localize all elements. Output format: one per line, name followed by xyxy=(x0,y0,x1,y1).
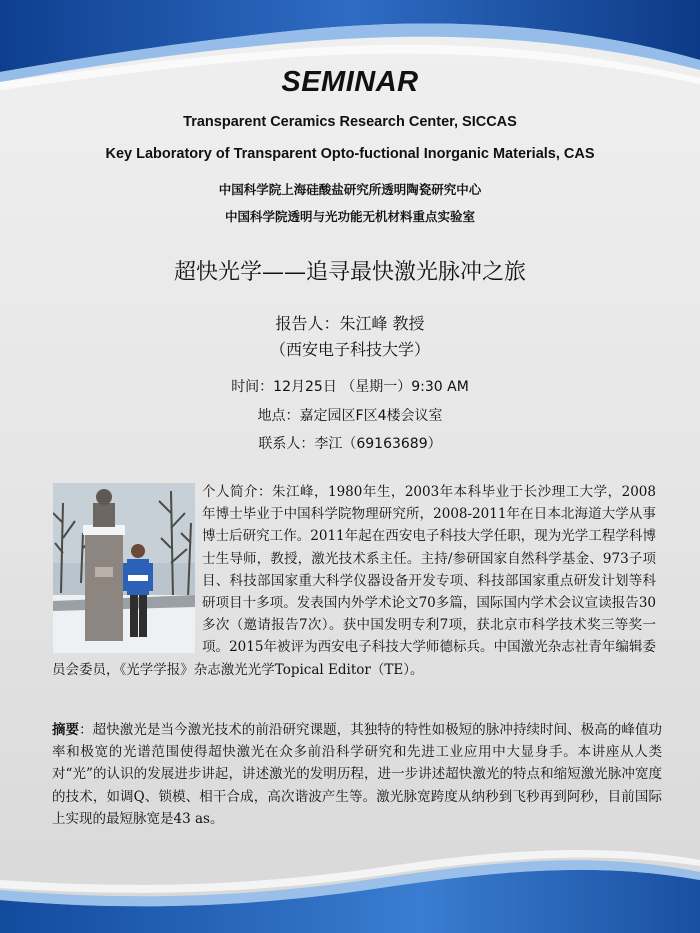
speaker-affiliation: （西安电子科技大学） xyxy=(269,340,430,359)
event-contact: 联系人：李江（69163689） xyxy=(258,436,442,452)
talk-abstract xyxy=(52,719,662,830)
event-time: 时间：12月25日 （星期一）9:30 AM xyxy=(231,379,469,395)
org-english-2: Key Laboratory of Transparent Opto-fuctional Inorganic Materials, CAS xyxy=(105,146,595,162)
speaker-name: 报告人：朱江峰 教授 xyxy=(275,314,425,333)
bio-text: 个人简介：朱江峰，1980年生，2003年本科毕业于长沙理工大学，2008年博士毕业于中国科学院物理研究所，2008-2011年在日本北海道大学从事博士后研究工作。2011年起在西安电子科技大学任职，现为光学工程学科博士生导师，教授，激光技术系主任。主持/参研国家自然科学基金、973子项目、科技部国家重大科学仪器设备开发专项、科技部国家重点研发计划等科研项目十多项。发表国内外学术论文70多篇，国际国内学术会议宣读报告30多次（邀请报告7次）。获中国发明专利7项，获北京市科学技术奖三等奖一项。2015年被评为西安电子科技大学师德标兵。中国激光杂志社青年编辑委员会委员，《光学学报》杂志激光光学Topical Editor（TE）。 xyxy=(52,484,656,678)
org-chinese-1: 中国科学院上海硅酸盐研究所透明陶瓷研究中心 xyxy=(218,182,482,197)
abstract-label: 摘要 xyxy=(52,722,80,738)
talk-title: 超快光学——追寻最快激光脉冲之旅 xyxy=(173,260,526,285)
org-chinese-2: 中国科学院透明与光功能无机材料重点实验室 xyxy=(224,209,475,224)
abstract-text: ：超快激光是当今激光技术的前沿研究课题，其独特的特性如极短的脉冲持续时间、极高的峰值功率和极宽的光谱范围使得超快激光在众多前沿科学研究和先进工业应用中大显身手。本讲座从人类对“光”的认识的发展进步讲起，讲述激光的发明历程，进一步讲述超快激光的特点和缩短激光脉冲宽度的技术，如调Q、锁模、相干合成，高次谐波产生等。激光脉宽跨度从纳秒到飞秒再到阿秒，目前国际上实现的最短脉宽是43 as。 xyxy=(52,722,663,827)
speaker-bio xyxy=(52,481,656,681)
org-english-1: Transparent Ceramics Research Center, SICCAS xyxy=(183,114,517,130)
seminar-title: SEMINAR xyxy=(281,66,419,98)
event-place: 地点：嘉定园区F区4楼会议室 xyxy=(257,408,443,424)
